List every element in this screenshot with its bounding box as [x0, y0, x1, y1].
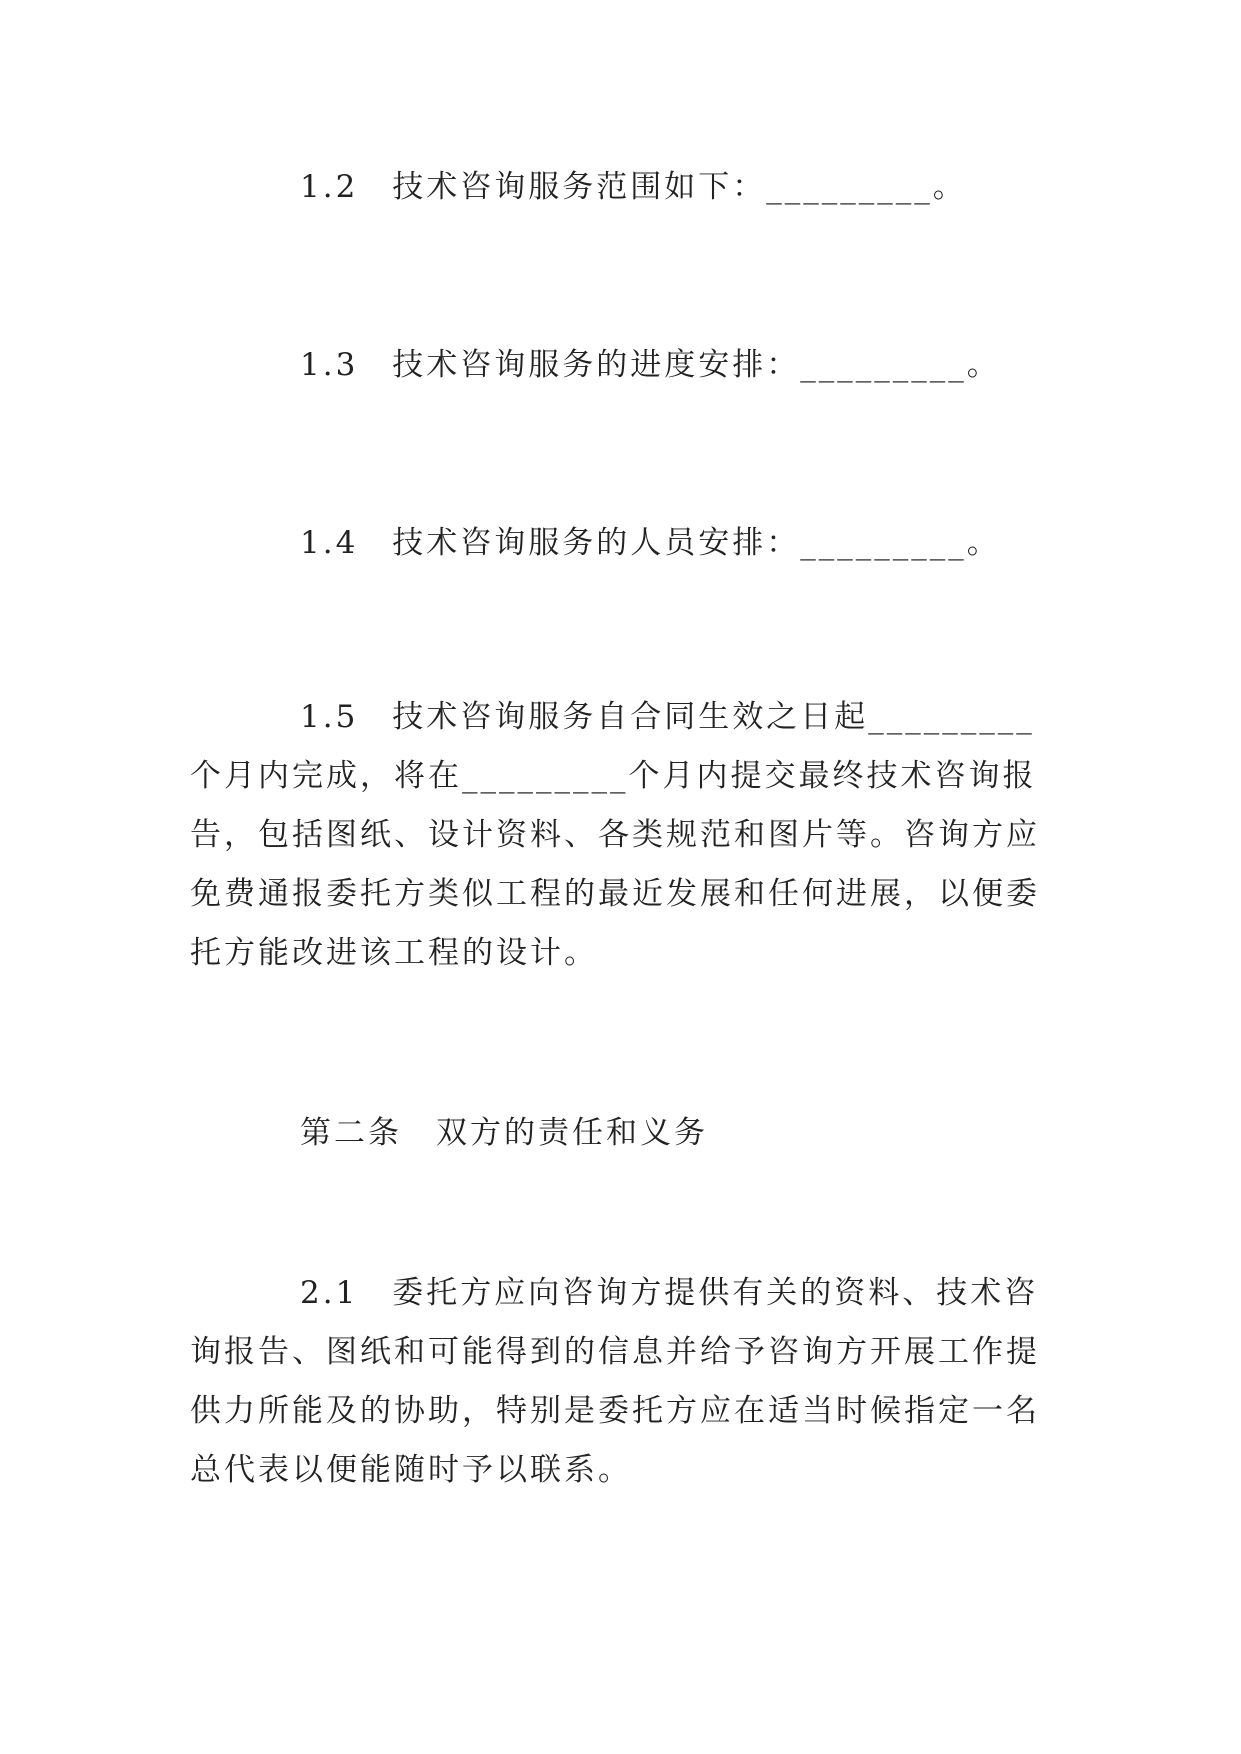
- clause-1-3: 1.3 技术咨询服务的进度安排：_________。: [300, 347, 1001, 383]
- clause-1-2: 1.2 技术咨询服务范围如下：_________。: [300, 169, 967, 205]
- clause-2-1: 2.1 委托方应向咨询方提供有关的资料、技术咨询报告、图纸和可能得到的信息并给予咨询方开展工作提供力所能及的协助，特别是委托方应在适当时候指定一名总代表以便能随时予以联系。: [190, 1275, 1040, 1488]
- clause-1-5: 1.5 技术咨询服务自合同生效之日起_________个月内完成，将在_________个月内提交最终技术咨询报告，包括图纸、设计资料、各类规范和图片等。咨询方应免费通报委托方类似工程的最近发展和任何进展，以便委托方能改进该工程的设计。: [190, 699, 1040, 971]
- article-2-heading: 第二条 双方的责任和义务: [300, 1115, 708, 1151]
- clause-1-4: 1.4 技术咨询服务的人员安排：_________。: [300, 525, 1001, 561]
